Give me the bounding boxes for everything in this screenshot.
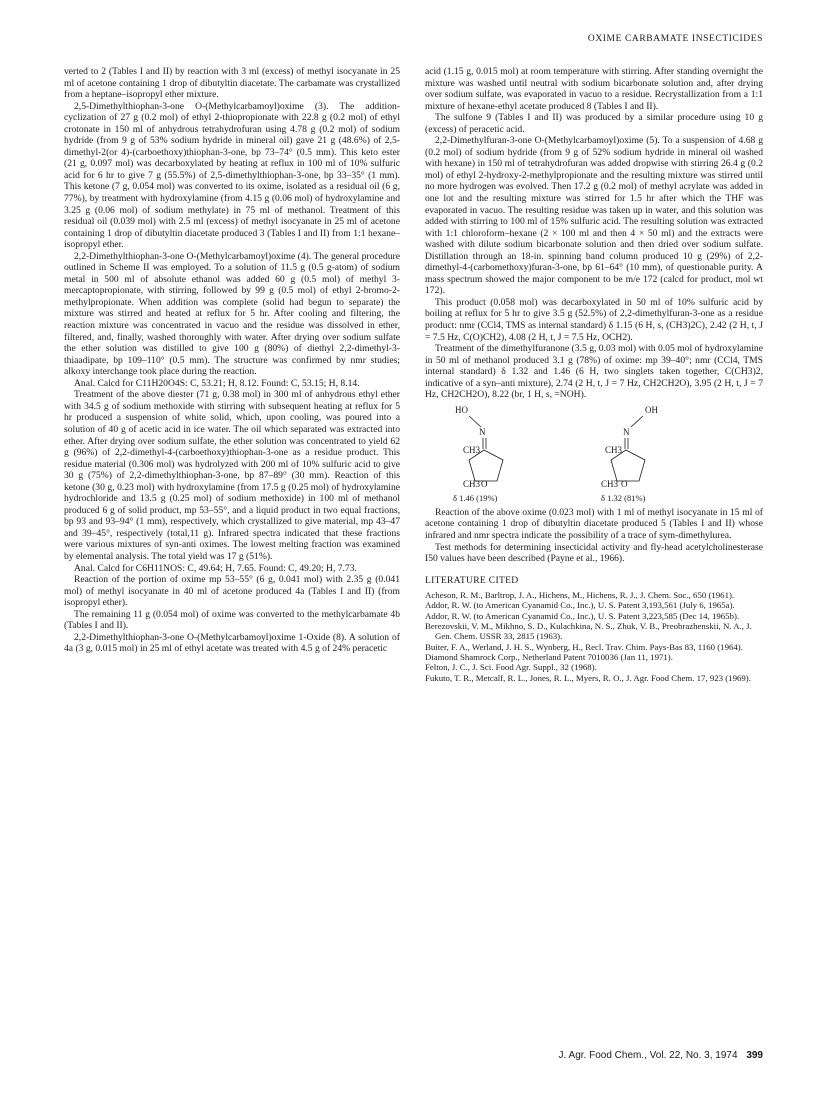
page-number: 399 [746,1050,763,1061]
reference-item: Acheson, R. M., Barltrop, J. A., Hichens, M., Hichens, R. J., J. Chem. Soc., 650 (1961). [425,590,735,601]
reference-item: Buiter, F. A., Werland, J. H. S., Wynberg, H., Recl. Trav. Chim. Pays-Bas 83, 1160 (1964). [425,641,743,652]
reference-item: Addor, R. W. (to American Cyanamid Co., Inc.), U. S. Patent 3,193,561 (July 6, 1965a). [425,600,735,611]
journal-citation: J. Agr. Food Chem., Vol. 22, No. 3, 1974 [558,1050,738,1061]
reference-item: Felton, J. C., J. Sci. Food Agr. Suppl., 32 (1968). [425,662,597,673]
right-column [425,66,763,683]
syn-oxime-structure [453,405,503,503]
paragraph: Reaction of the above oxime (0.023 mol) with 1 ml of methyl isocyanate in 15 ml of acetone containing 1 drop of dibutyltin diacetate produced 5 (Tables I and II) whose infrared and nmr spectra indicate the possibility of a trace of sym-dimethylurea. [425,506,763,541]
n-label: N [479,426,486,437]
paragraph: Anal. Calcd for C11H20O4S: C, 53.21; H, 8.12. Found: C, 53.15; H, 8.14. [74,377,360,389]
literature-cited-heading: LITERATURE CITED [425,574,519,586]
n-label: N [623,426,630,437]
figure-caption: δ 1.46 (19%) [453,492,498,503]
paragraph: The sulfone 9 (Tables I and II) was produced by a similar procedure using 10 g (excess) of peracetic acid. [425,112,763,135]
paragraph: The remaining 11 g (0.054 mol) of oxime was converted to the methylcarbamate 4b (Tables I and II). [64,608,400,632]
paragraph: Treatment of the above diester (71 g, 0.38 mol) in 300 ml of anhydrous ethyl ether with 34.5 g of sodium methoxide with stirring with subsequent heating at reflux for 5 hr produced a suspension of white solid, which, upon cooling, was poured into a solution of 40 g of acetic acid in ice water. The oil which separated was extracted into ether. After drying over sodium sulfate, the ether solution was concentrated to yield 62 g (96%) of 2,2-dimethyl-4-(carboethoxy)thiophan-3-one as a residue product. This residue material (0.306 mol) was hydrolyzed with 200 ml of 10% sulfuric acid to give 30 g (75%) of 2,2-dimethylthiophan-3-one, bp 87–89° (30 mm). Reaction of this ketone (30 g, 0.23 mol) with hydroxylamine (from 17.5 g (0.25 mol) of hydroxylamine hydrochloride and 13.5 g (0.25 mol) of sodium methoxide) in 100 ml of methanol produced 6 g of solid product, mp 53–55°, and a liquid product in two equal fractions, bp 93 and 93–94° (1 mm), respectively, which crystallized to give material, mp 43–47 and 39–45°, respectively (total,11 g). Infrared spectra indicated that these fractions were various mixtures of syn-anti oximes. The lowest melting fraction was examined by elemental analysis. The total yield was 17 g (51%). [64,389,400,562]
structure-drawing [425,403,763,503]
reference-item: Fukuto, T. R., Metcalf, R. L., Jones, R. L., Myers, R. O., J. Agr. Food Chem. 17, 923 (1969). [425,672,751,683]
reference-item: Diamond Shamrock Corp., Netherland Patent 7010036 (Jan 11, 1971). [425,651,673,662]
paragraph: Anal. Calcd for C6H11NOS: C, 49.64; H, 7.65. Found: C, 49.20; H, 7.73. [74,562,357,574]
paragraph: Reaction of the portion of oxime mp 53–55° (6 g, 0.041 mol) with 2.35 g (0.041 mol) of methyl isocyanate in 40 ml of acetone produced 4a (Tables I and II) (from isopropyl ether). [64,574,400,609]
page-footer [559,1050,763,1061]
running-head: OXIME CARBAMATE INSECTICIDES [587,34,763,44]
paragraph: Treatment of the dimethylfuranone (3.5 g, 0.03 mol) with 0.05 mol of hydroxylamine in 50 ml of methanol produced 3.1 g (78%) of oxime: mp 39–40°; nmr (CCl4, TMS internal standard) δ 1.32 and 1.46 (6 H, two singlets taken together, C(CH3)2, indicative of a syn–anti mixture), 2.74 (2 H, t, J = 7 Hz, CH2CH2O), 3.95 (2 H, t, J = 7 Hz, CH2CH2O), 8.22 (br, 1 H, s, =NOH). [425,343,763,401]
left-column [64,66,400,655]
paragraph: This product (0.058 mol) was decarboxylated in 50 ml of 10% sulfuric acid by boiling at reflux for 5 hr to give 3.5 g (52.5%) of 2,2-dimethylfuran-3-one as a residue product: nmr (CCl4, TMS as internal standard) δ 1.15 (6 H, s, (CH3)2C), 2.42 (2 H, t, J = 7.5 Hz, C(O)CH2), 4.08 (2 H, t, J = 7.5 Hz, OCH2). [425,296,763,343]
paragraph: acid (1.15 g, 0.015 mol) at room temperature with stirring. After standing overnight the mixture was washed until neutral with sodium bicarbonate solution and, after drying over sodium sulfate, was evaporated in vacuo to a residue. Recrystallization from a 1:1 mixture of hexane-ethyl acetate produced 8 (Tables I and II). [425,66,763,112]
paragraph: 2,2-Dimethylfuran-3-one O-(Methylcarbamoyl)oxime (5). To a suspension of 4.68 g (0.2 mol) of sodium hydride (from 9 g of 52% sodium hydride in mineral oil washed with hexane) in 150 ml of tetrahydrofuran was added dropwise with stirring 26.4 g (0.2 mol) of ethyl 2-hydroxy-2-methylpropionate and the resulting mixture was stirred until no more hydrogen was evolved. Then 17.2 g (0.2 mol) of methyl acrylate was added in one lot and the resulting mixture was stirred for 1.5 hr after which the THF was evaporated in vacuo. The resulting residue was taken up in water, and this solution was added with stirring to 100 ml of 15% sulfuric acid. The resulting solution was extracted with 1:1 chloroform–hexane (2 × 100 ml and then 4 × 50 ml) and the extracts were washed with dilute sodium bicarbonate solution and then dried over sodium sulfate. Distillation through an 18-in. spinning band column produced 10 g (29%) of 2,2-dimethyl-4-(carbomethoxy)furan-3-one, bp 61–64° (10 mm), of questionable purity. A mass spectrum showed the major component to be m/e 172 (calcd for product, mol wt 172). [425,135,763,297]
oxime-isomers-figure [425,403,763,503]
reference-item: Addor, R. W. (to American Cyanamid Co., Inc.), U. S. Patent 3,223,585 (Dec 14, 1965b). [425,610,740,621]
ch3-label: CH3 [601,478,619,489]
oh-label: OH [645,404,658,415]
paragraph: verted to 2 (Tables I and II) by reaction with 3 ml (excess) of methyl isocyanate in 25 ml of acetone containing 1 drop of dibutyltin diacetate. The carbamate was crystallized from a heptane–isopropyl ether mixture. [64,66,400,101]
ch3-label: CH3 [605,444,623,455]
figure-caption: δ 1.32 (81%) [601,492,646,503]
ch3-label: CH3 [463,444,481,455]
ring-oxygen-label: O [621,478,628,489]
ho-label: HO [455,404,468,415]
paragraph: 2,2-Dimethylthiophan-3-one O-(Methylcarbamoyl)oxime (4). The general procedure outlined in Scheme II was employed. To a solution of 11.5 g (0.5 g-atom) of sodium metal in 500 ml of absolute ethanol was added 60 g (0.5 mol) of methyl 3-mercaptopropionate, with stirring, followed by 99 g (0.5 mol) of ethyl 2-bromo-2-methylpropionate. When addition was complete (solid had begun to separate) the mixture was stirred and heated at reflux for 5 hr. After cooling and filtering, the reaction mixture was concentrated in vacuo and the residue was dissolved in ether, filtered, and, finally, washed thoroughly with water. After drying over sodium sulfate the ether solution was distilled to give 100 g (80%) of diethyl 2,2-dimethyl-3-thiaadipate, bp 109–110° (0.5 mm). The structure was confirmed by nmr studies; alkoxy interchange took place during the reaction. [64,250,400,378]
paragraph: 2,5-Dimethylthiophan-3-one O-(Methylcarbamoyl)oxime (3). The addition-cyclization of 27 g (0.2 mol) of ethyl 2-thiopropionate with 22.8 g (0.2 mol) of ethyl crotonate in 150 ml of anhydrous tetrahydrofuran using 4.78 g (0.2 mol) of sodium hydride (from 9 g of 53% sodium hydride in mineral oil) gave 21 g (48.6%) of 2,5-dimethyl-2(or 4)-(carboethoxy)thiophan-3-one, bp 73–74° (0.5 mm). This keto ester (21 g, 0.097 mol) was decarboxylated by heating at reflux in 100 ml of 10% sulfuric acid for 6 hr to give 7 g (55.5%) of 2,5-dimethylthiophan-3-one, bp 33–35° (1 mm). This ketone (7 g, 0.054 mol) was converted to its oxime, isolated as a residual oil (6 g, 77%), by treatment with hydroxylamine (from 4.15 g (0.06 mol) of hydroxylamine and 3.25 g (0.06 mol) of sodium methylate) in 75 ml of methanol. Treatment of this residual oil (0.039 mol) with 2.5 ml (excess) of methyl isocyanate in 25 ml of acetone containing 1 drop of dibutyltin diacetate produced 3 (Tables I and II) from 1:1 hexane–isopropyl ether. [64,100,400,251]
anti-oxime-structure [601,405,658,503]
paragraph: 2,2-Dimethylthiophan-3-one O-(Methylcarbamoyl)oxime 1-Oxide (8). A solution of 4a (3 g, 0.015 mol) in 25 ml of ethyl acetate was treated with 4.5 g of 24% peracetic [64,631,400,655]
ring-oxygen-label: O [481,478,488,489]
reference-item: Berezovskii, V. M., Mikhno, S. D., Kulachkina, N. S., Zhuk, V. B., Preobrazhenskii, N. A., J. Gen. Chem. USSR 33, 2815 (1963). [425,621,752,642]
ch3-label: CH3 [463,478,481,489]
paragraph: Test methods for determining insecticidal activity and fly-head acetylcholinesterase I50 values have been described (Payne et al., 1966). [425,541,763,565]
